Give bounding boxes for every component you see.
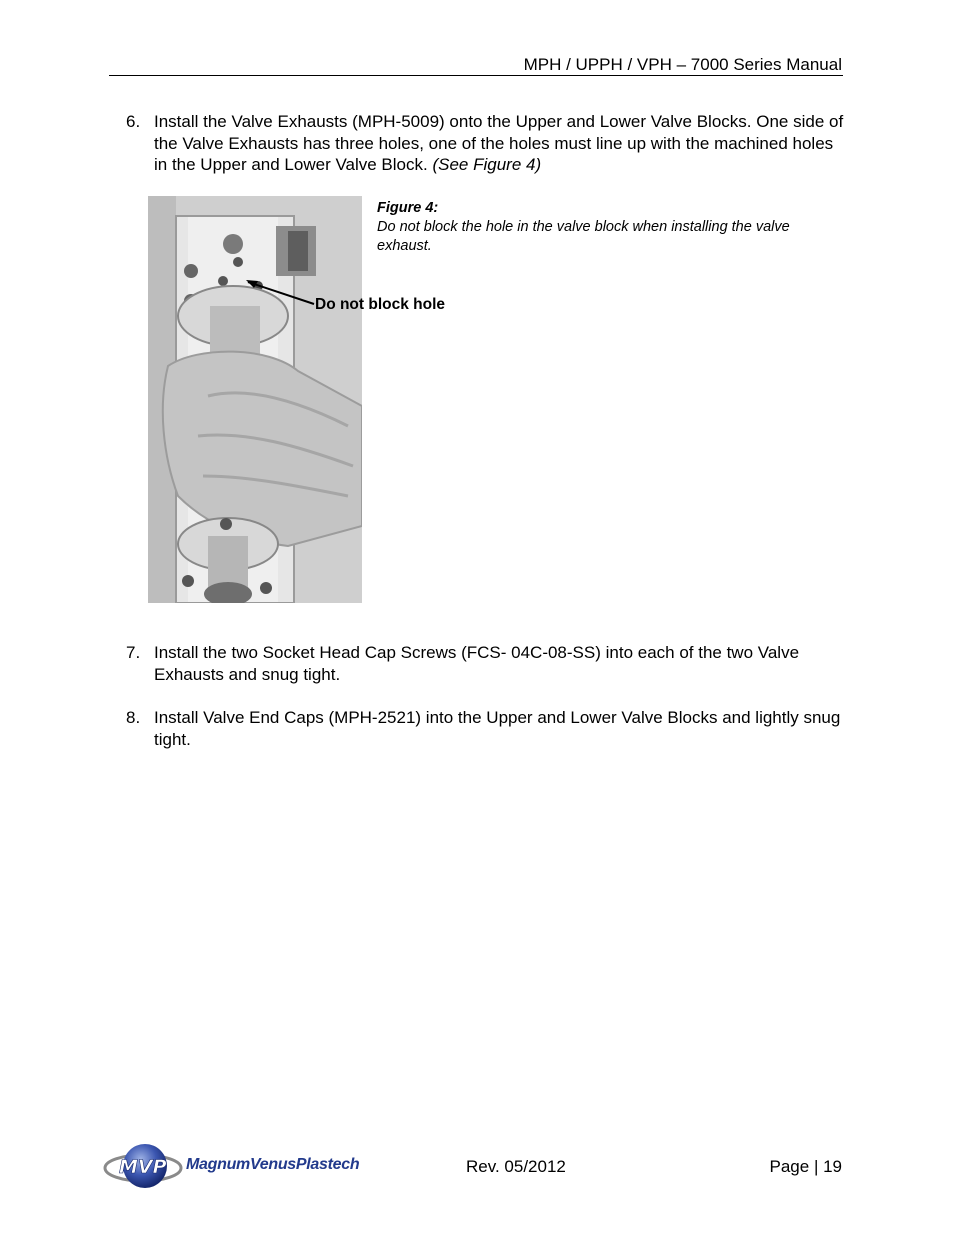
header-divider xyxy=(109,75,843,76)
step-text: Install Valve End Caps (MPH-2521) into the Upper and Lower Valve Blocks and lightly snug tight. xyxy=(154,708,841,749)
company-name: MagnumVenusPlastech xyxy=(186,1156,360,1173)
figure-reference: (See Figure 4) xyxy=(432,155,542,174)
revision-date: Rev. 05/2012 xyxy=(466,1157,566,1176)
step-text: Install the Valve Exhausts (MPH-5009) onto the Upper and Lower Valve Blocks. One side of the Valve Exhausts has three holes, one of the holes must line up with the machined holes in the Upper and Lower Valve Block. (See Figure 4) xyxy=(154,112,844,174)
figure-caption-text: Do not block the hole in the valve block when installing the valve exhaust. xyxy=(377,219,790,254)
valve-block-photo xyxy=(148,196,362,603)
step-number: 6. xyxy=(126,112,141,131)
step-text: Install the two Socket Head Cap Screws (FCS- 04C-08-SS) into each of the two Valve Exhausts and snug tight. xyxy=(154,643,800,684)
svg-text:MVP: MVP xyxy=(119,1156,167,1178)
page-number: Page | 19 xyxy=(769,1157,842,1176)
step-number: 7. xyxy=(126,643,141,662)
step-number: 8. xyxy=(126,708,141,727)
manual-title: MPH / UPPH / VPH – 7000 Series Manual xyxy=(523,55,842,74)
figure-caption xyxy=(377,199,837,256)
figure-callout: Do not block hole xyxy=(315,296,446,313)
figure-label: Figure 4: xyxy=(377,200,439,216)
callout-arrow-icon xyxy=(246,280,326,310)
